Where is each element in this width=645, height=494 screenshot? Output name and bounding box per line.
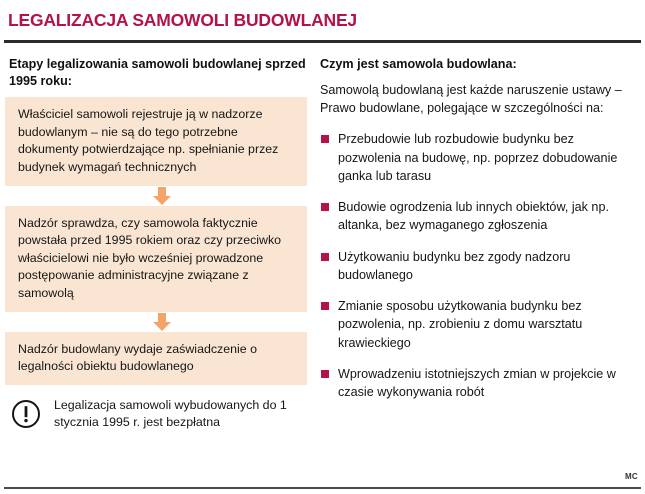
legalization-note-text: Legalizacja samowoli wybudowanych do 1 stycznia 1995 r. jest bezpłatna <box>54 397 287 430</box>
bullet-square-icon <box>321 370 329 378</box>
flow-step-2 <box>5 206 307 312</box>
bullet-square-icon <box>321 302 329 310</box>
violation-list <box>320 130 638 401</box>
flow-step-1 <box>5 97 307 185</box>
definition-intro-text: Samowolą budowlaną jest każde naruszenie ustawy – Prawo budowlane, polegające w szczególności na: <box>320 82 622 115</box>
right-column <box>320 56 638 417</box>
bottom-divider <box>4 487 641 489</box>
list-item <box>320 198 638 235</box>
right-column-heading: Czym jest samowola budowlana: <box>320 57 517 71</box>
list-item-text: Użytkowaniu budynku bez zgody nadzoru budowlanego <box>338 249 571 282</box>
page-title: LEGALIZACJA SAMOWOLI BUDOWLANEJ <box>8 10 357 30</box>
process-flow <box>5 97 307 385</box>
flow-step-2-text: Nadzór sprawdza, czy samowola faktycznie powstała przed 1995 rokiem oraz czy przeciwko właścicielowi nie było wcześniej prowadzone postępowanie administracyjne związane z samowolą <box>18 215 282 301</box>
arrow-down-icon <box>153 313 171 331</box>
legalization-note <box>5 397 307 432</box>
list-item <box>320 130 638 185</box>
list-item-text: Przebudowie lub rozbudowie budynku bez pozwolenia na budowę, np. poprzez dobudowanie ganka lub tarasu <box>338 132 618 183</box>
author-credit: MC <box>624 472 638 481</box>
exclamation-circle-icon <box>11 399 41 429</box>
list-item-text: Zmianie sposobu użytkowania budynku bez pozwolenia, np. zrobieniu z domu warsztatu krawieckiego <box>338 299 583 350</box>
flow-step-3-text: Nadzór budowlany wydaje zaświadczenie o legalności obiektu budowlanego <box>18 341 257 374</box>
bullet-square-icon <box>321 253 329 261</box>
left-column <box>5 56 307 432</box>
left-column-heading: Etapy legalizowania samowoli budowlanej sprzed 1995 roku: <box>9 57 306 88</box>
legalization-note-text-wrap <box>54 397 307 432</box>
list-item <box>320 248 638 285</box>
flow-arrow-1 <box>5 186 307 206</box>
list-item-text: Wprowadzeniu istotniejszych zmian w projekcie w czasie wykonywania robót <box>338 366 616 400</box>
flow-step-3 <box>5 332 307 385</box>
definition-intro <box>320 81 638 118</box>
list-item-text: Budowie ogrodzenia lub innych obiektów, jak np. altanka, bez wymaganego zgłoszenia <box>338 200 609 233</box>
title-bar <box>0 0 645 44</box>
bullet-square-icon <box>321 135 329 143</box>
flow-arrow-2 <box>5 312 307 332</box>
list-item <box>320 297 638 352</box>
bullet-square-icon <box>321 203 329 211</box>
title-divider <box>4 40 641 43</box>
flow-step-1-text: Właściciel samowoli rejestruje ją w nadzorze budowlanym – nie są do tego potrzebne dokumenty potwierdzające np. spełnianie przez budynek wymagań technicznych <box>18 107 279 175</box>
list-item <box>320 365 638 402</box>
arrow-down-icon <box>153 187 171 205</box>
